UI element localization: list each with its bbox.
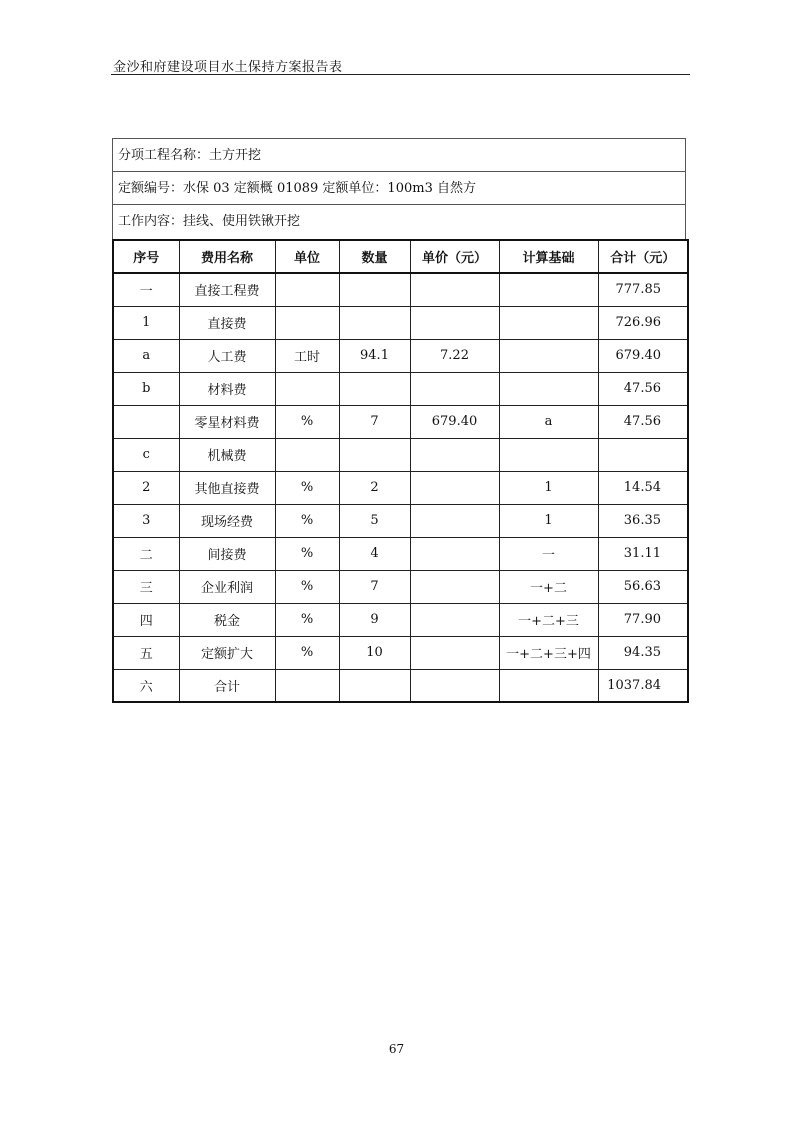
cell-item: 材料费 — [179, 372, 275, 405]
cell-index: c — [113, 438, 179, 471]
cell-unit-price — [410, 273, 499, 306]
cell-quantity: 7 — [339, 570, 410, 603]
table-row — [113, 372, 688, 405]
cell-unit — [275, 669, 339, 702]
cell-quantity: 5 — [339, 504, 410, 537]
cell-unit: % — [275, 603, 339, 636]
cell-quantity — [339, 372, 410, 405]
cell-unit: % — [275, 570, 339, 603]
cell-total: 14.54 — [598, 471, 688, 504]
cell-unit-price — [410, 669, 499, 702]
project-info-box — [112, 138, 686, 239]
cell-basis: a — [499, 405, 598, 438]
cell-index: 五 — [113, 636, 179, 669]
cell-quantity: 94.1 — [339, 339, 410, 372]
cell-unit — [275, 273, 339, 306]
cell-index: 二 — [113, 537, 179, 570]
cell-unit — [275, 306, 339, 339]
table-row — [113, 636, 688, 669]
column-header-unit-price: 单价（元） — [410, 240, 499, 273]
cell-unit-price — [410, 636, 499, 669]
cell-index — [113, 405, 179, 438]
table-row — [113, 273, 688, 306]
table-header-row — [113, 240, 688, 273]
cell-basis — [499, 339, 598, 372]
cell-item: 人工费 — [179, 339, 275, 372]
table-row — [113, 603, 688, 636]
cell-item: 直接费 — [179, 306, 275, 339]
cell-total: 47.56 — [598, 405, 688, 438]
cell-unit: % — [275, 504, 339, 537]
cell-unit: % — [275, 537, 339, 570]
cell-basis — [499, 273, 598, 306]
cell-total: 1037.84 — [598, 669, 688, 702]
cell-item: 企业利润 — [179, 570, 275, 603]
cell-quantity: 2 — [339, 471, 410, 504]
cell-index: 一 — [113, 273, 179, 306]
cell-unit — [275, 438, 339, 471]
cell-unit: 工时 — [275, 339, 339, 372]
cell-index: 六 — [113, 669, 179, 702]
project-name-row: 分项工程名称：土方开挖 — [113, 139, 685, 172]
table-row — [113, 306, 688, 339]
cell-unit-price — [410, 306, 499, 339]
table-row — [113, 570, 688, 603]
report-header-title: 金沙和府建设项目水土保持方案报告表 — [113, 60, 343, 75]
cell-total: 94.35 — [598, 636, 688, 669]
cell-total: 47.56 — [598, 372, 688, 405]
cell-item: 零星材料费 — [179, 405, 275, 438]
cell-quantity — [339, 669, 410, 702]
cell-index: 3 — [113, 504, 179, 537]
cell-item: 直接工程费 — [179, 273, 275, 306]
work-content-row: 工作内容：挂线、使用铁锹开挖 — [118, 214, 301, 229]
cell-unit-price — [410, 570, 499, 603]
table-row — [113, 537, 688, 570]
cell-total: 726.96 — [598, 306, 688, 339]
column-header-unit: 单位 — [275, 240, 339, 273]
table-row — [113, 438, 688, 471]
cell-basis: 1 — [499, 504, 598, 537]
cell-basis: 一+二+三 — [499, 603, 598, 636]
cell-unit-price — [410, 372, 499, 405]
cell-unit-price — [410, 603, 499, 636]
cell-item: 税金 — [179, 603, 275, 636]
cell-unit-price — [410, 438, 499, 471]
cell-quantity: 7 — [339, 405, 410, 438]
cell-item: 其他直接费 — [179, 471, 275, 504]
cell-unit-price — [410, 504, 499, 537]
header-divider — [111, 74, 690, 75]
cell-quantity: 9 — [339, 603, 410, 636]
table-row — [113, 471, 688, 504]
cell-unit-price: 7.22 — [410, 339, 499, 372]
cell-basis — [499, 306, 598, 339]
cell-total: 679.40 — [598, 339, 688, 372]
cell-quantity — [339, 438, 410, 471]
cell-basis: 一+二+三+四 — [499, 636, 598, 669]
cell-total: 777.85 — [598, 273, 688, 306]
table-row — [113, 405, 688, 438]
column-header-quantity: 数量 — [339, 240, 410, 273]
column-header-basis: 计算基础 — [499, 240, 598, 273]
cell-index: 1 — [113, 306, 179, 339]
table-row — [113, 669, 688, 702]
page-number: 67 — [388, 1042, 405, 1056]
cell-index: b — [113, 372, 179, 405]
cell-item: 现场经费 — [179, 504, 275, 537]
quota-number-row: 定额编号：水保 03 定额概 01089 定额单位：100m3 自然方 — [113, 172, 685, 205]
cell-unit-price: 679.40 — [410, 405, 499, 438]
cell-basis — [499, 669, 598, 702]
cost-table — [112, 239, 689, 703]
cell-index: 四 — [113, 603, 179, 636]
cell-total: 77.90 — [598, 603, 688, 636]
cell-quantity: 10 — [339, 636, 410, 669]
cell-unit-price — [410, 471, 499, 504]
cell-quantity — [339, 273, 410, 306]
cell-total: 56.63 — [598, 570, 688, 603]
cell-item: 机械费 — [179, 438, 275, 471]
cell-basis: 一 — [499, 537, 598, 570]
cell-item: 间接费 — [179, 537, 275, 570]
cell-basis — [499, 438, 598, 471]
cell-unit: % — [275, 405, 339, 438]
cell-index: 三 — [113, 570, 179, 603]
cell-total — [598, 438, 688, 471]
cell-unit — [275, 372, 339, 405]
table-row — [113, 504, 688, 537]
cost-table-body — [113, 273, 688, 702]
cell-quantity: 4 — [339, 537, 410, 570]
cell-item: 合计 — [179, 669, 275, 702]
cell-index: a — [113, 339, 179, 372]
column-header-index: 序号 — [113, 240, 179, 273]
cell-basis: 一+二 — [499, 570, 598, 603]
cell-unit: % — [275, 636, 339, 669]
column-header-item: 费用名称 — [179, 240, 275, 273]
table-row — [113, 339, 688, 372]
cell-unit: % — [275, 471, 339, 504]
cell-item: 定额扩大 — [179, 636, 275, 669]
cell-total: 36.35 — [598, 504, 688, 537]
cell-unit-price — [410, 537, 499, 570]
cell-basis — [499, 372, 598, 405]
cell-basis: 1 — [499, 471, 598, 504]
column-header-total: 合计（元） — [598, 240, 688, 273]
cell-quantity — [339, 306, 410, 339]
cell-total: 31.11 — [598, 537, 688, 570]
cell-index: 2 — [113, 471, 179, 504]
